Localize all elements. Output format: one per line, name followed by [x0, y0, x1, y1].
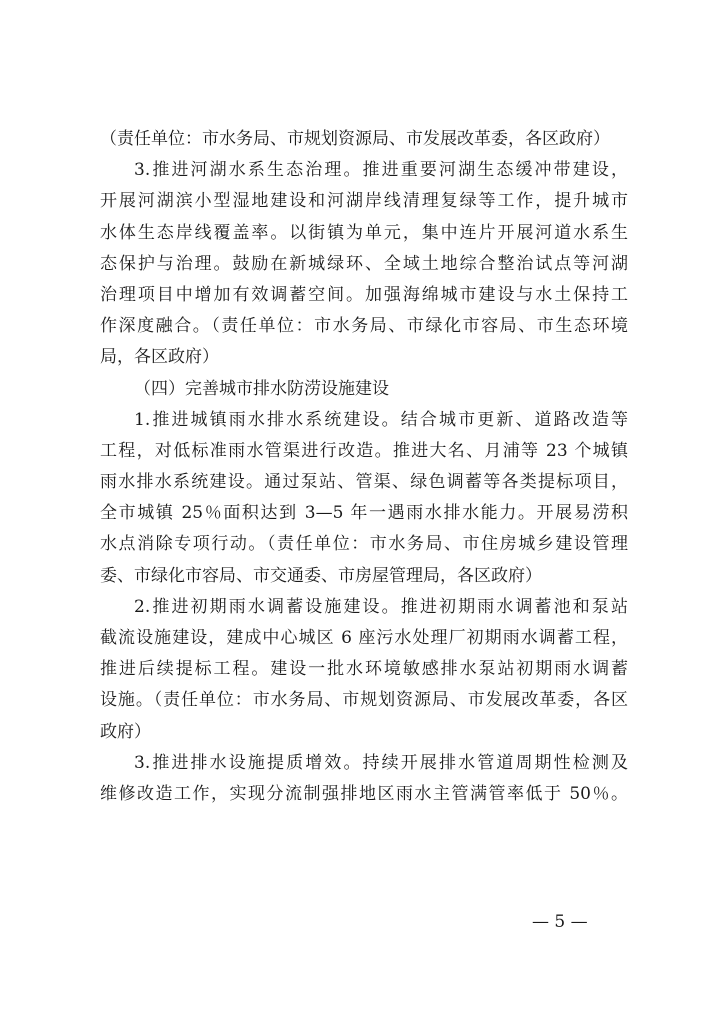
text-line: 政府） — [100, 721, 151, 742]
text-line: （四）完善城市排水防涝设施建设 — [134, 378, 389, 399]
text-line: 2.推进初期雨水调蓄设施建设。推进初期雨水调蓄池和泵站 — [134, 596, 628, 617]
text-line: 委、市绿化市容局、市交通委、市房屋管理局，各区政府） — [100, 565, 542, 586]
text-line: 局，各区政府） — [100, 347, 219, 368]
body-text — [100, 124, 628, 810]
text-line: 截流设施建设，建成中心城区 6 座污水处理厂初期雨水调蓄工程， — [100, 628, 628, 648]
text-line: 态保护与治理。鼓励在新城绿环、全域土地综合整治试点等河湖 — [100, 253, 628, 274]
text-line: 工程，对低标准雨水管渠进行改造。推进大名、月浦等 23 个城镇 — [100, 440, 628, 461]
text-line: 设施。（责任单位：市水务局、市规划资源局、市发展改革委，各区 — [100, 690, 628, 711]
text-line: 治理项目中增加有效调蓄空间。加强海绵城市建设与水土保持工 — [100, 284, 628, 305]
text-line: 维修改造工作，实现分流制强排地区雨水主管满管率低于 50％。 — [100, 783, 628, 804]
text-line: 开展河湖滨小型湿地建设和河湖岸线清理复绿等工作，提升城市 — [100, 191, 628, 212]
text-line: 推进后续提标工程。建设一批水环境敏感排水泵站初期雨水调蓄 — [100, 659, 628, 680]
text-line: 全市城镇 25％面积达到 3—5 年一遇雨水排水能力。开展易涝积 — [100, 503, 628, 524]
text-line: 雨水排水系统建设。通过泵站、管渠、绿色调蓄等各类提标项目， — [100, 472, 628, 493]
page-number: — 5 — — [532, 912, 588, 932]
text-line: 3.推进河湖水系生态治理。推进重要河湖生态缓冲带建设， — [134, 160, 628, 181]
text-line: 水点消除专项行动。（责任单位：市水务局、市住房城乡建设管理 — [100, 534, 628, 555]
text-line: 水体生态岸线覆盖率。以街镇为单元，集中连片开展河道水系生 — [100, 222, 628, 243]
text-line: 作深度融合。（责任单位：市水务局、市绿化市容局、市生态环境 — [100, 316, 628, 337]
text-line: （责任单位：市水务局、市规划资源局、市发展改革委，各区政府） — [100, 129, 610, 149]
text-line: 3.推进排水设施提质增效。持续开展排水管道周期性检测及 — [134, 752, 628, 773]
text-line: 1.推进城镇雨水排水系统建设。结合城市更新、道路改造等 — [134, 409, 628, 430]
